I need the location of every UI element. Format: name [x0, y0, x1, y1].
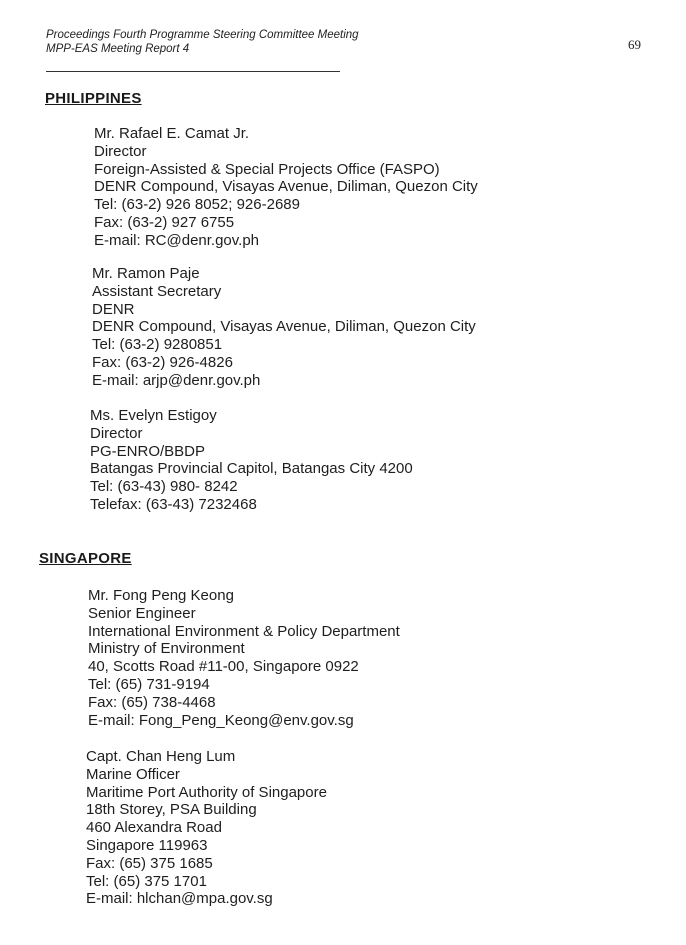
contact-phone: Tel: (63-2) 9280851 — [92, 336, 223, 354]
page-number: 69 — [628, 37, 641, 52]
contact-fax: Fax: (65) 738-4468 — [88, 693, 216, 711]
contact-block — [94, 125, 478, 250]
contact-title: Director — [94, 142, 147, 160]
contact-email: E-mail: hlchan@mpa.gov.sg — [86, 890, 273, 908]
contact-block — [86, 748, 327, 908]
contact-block — [90, 407, 413, 514]
section-heading-philippines: PHILIPPINES — [45, 90, 142, 107]
contact-email: E-mail: Fong_Peng_Keong@env.gov.sg — [88, 711, 354, 729]
header-report-title: MPP-EAS Meeting Report 4 — [46, 43, 190, 55]
contact-phone: Tel: (63-43) 980- 8242 — [90, 478, 238, 496]
contact-organization: International Environment & Policy Department — [88, 622, 400, 640]
contact-organization: Maritime Port Authority of Singapore — [86, 783, 327, 801]
contact-address: DENR Compound, Visayas Avenue, Diliman, Quezon City — [92, 318, 476, 336]
contact-building: 18th Storey, PSA Building — [86, 801, 257, 819]
contact-title: Director — [90, 424, 143, 442]
contact-title: Assistant Secretary — [92, 282, 222, 300]
contact-name: Ms. Evelyn Estigoy — [90, 407, 217, 424]
contact-city: Singapore 119963 — [86, 836, 208, 854]
contact-ministry: Ministry of Environment — [88, 640, 245, 658]
header-proceedings-title: Proceedings Fourth Programme Steering Committee Meeting — [46, 29, 359, 41]
contact-phone: Tel: (65) 375 1701 — [86, 872, 207, 890]
contact-street: 460 Alexandra Road — [86, 819, 222, 837]
running-header — [46, 28, 359, 56]
contact-block — [92, 265, 476, 390]
contact-block — [88, 587, 400, 729]
contact-telefax: Telefax: (63-43) 7232468 — [90, 495, 257, 513]
contact-organization: Foreign-Assisted & Special Projects Office (FASPO) — [94, 160, 440, 178]
contact-organization: PG-ENRO/BBDP — [90, 442, 206, 460]
contact-address: Batangas Provincial Capitol, Batangas City 4200 — [90, 460, 413, 478]
contact-phone: Tel: (63-2) 926 8052; 926-2689 — [94, 196, 300, 214]
contact-title: Marine Officer — [86, 765, 180, 783]
contact-name: Mr. Fong Peng Keong — [88, 587, 234, 604]
contact-fax: Fax: (65) 375 1685 — [86, 854, 213, 872]
contact-address: DENR Compound, Visayas Avenue, Diliman, Quezon City — [94, 178, 478, 196]
contact-fax: Fax: (63-2) 927 6755 — [94, 213, 235, 231]
contact-phone: Tel: (65) 731-9194 — [88, 675, 210, 693]
section-heading-singapore: SINGAPORE — [39, 550, 132, 567]
contact-name: Mr. Rafael E. Camat Jr. — [94, 125, 250, 142]
contact-fax: Fax: (63-2) 926-4826 — [92, 353, 233, 371]
contact-organization: DENR — [92, 300, 135, 318]
contact-name: Mr. Ramon Paje — [92, 265, 200, 282]
contact-email: E-mail: arjp@denr.gov.ph — [92, 371, 261, 389]
contact-name: Capt. Chan Heng Lum — [86, 748, 236, 765]
contact-address: 40, Scotts Road #11-00, Singapore 0922 — [88, 658, 359, 676]
contact-title: Senior Engineer — [88, 604, 196, 622]
header-divider — [46, 71, 340, 72]
contact-email: E-mail: RC@denr.gov.ph — [94, 231, 260, 249]
